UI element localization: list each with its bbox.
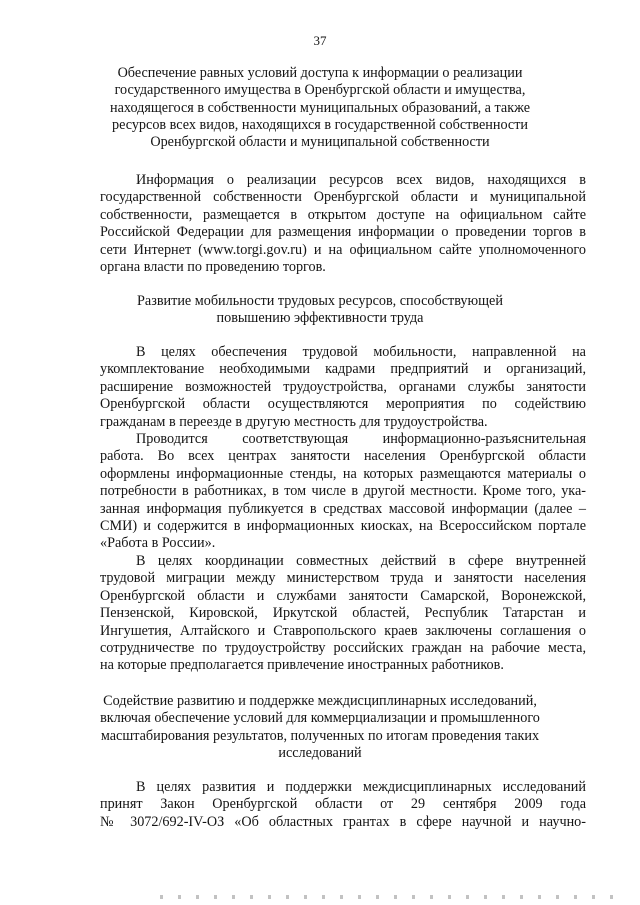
paragraph-line: Пензенской, Кировской, Иркутской областей, Республик Татарстан и	[100, 605, 586, 622]
heading-line: находящегося в собственности муниципальных образований, а также	[110, 99, 530, 116]
heading-line: масштабирования результатов, полученных по итогам проведения таких	[100, 727, 540, 744]
paragraph-line: СМИ) и содержится в информационных киосках, на Всероссийском портале	[100, 518, 586, 535]
paragraph-line: потребности в работниках, в том числе в другой местности. Кроме того, ука-	[100, 483, 586, 500]
paragraph-line: работа. Во всех центрах занятости населения Оренбургской области	[100, 448, 586, 465]
paragraph-line: «Работа в России».	[100, 535, 216, 552]
heading-line: исследований	[278, 744, 362, 761]
paragraph-line: Ингушетия, Алтайского и Ставропольского краев заключены соглашения о	[100, 622, 586, 639]
heading-line: Обеспечение равных условий доступа к информации о реализации	[117, 65, 523, 81]
paragraph-line: Российской Федерации для размещения информации о проведении торгов в	[100, 224, 586, 241]
heading-line: Развитие мобильности трудовых ресурсов, способствующей	[137, 293, 503, 309]
scan-artifact-strip	[160, 895, 620, 899]
paragraph-line: № 3072/692-IV-ОЗ «Об областных грантах в сфере научной и научно-	[100, 813, 586, 830]
paragraph-line: оформлены информационные стенды, на которых размещаются материалы о	[100, 465, 586, 482]
paragraph-labor-mobility-2	[100, 431, 586, 553]
paragraph-line: гражданам в переезде в другую местность для трудоустройства.	[100, 413, 488, 430]
paragraph-labor-mobility-3	[100, 553, 586, 675]
heading-line: ресурсов всех видов, находящихся в государственной собственности	[111, 116, 528, 133]
section-heading-property-information	[0, 65, 640, 151]
paragraph-line: государственной собственности Оренбургской области и муниципальной	[100, 189, 586, 206]
paragraph-line: принят Закон Оренбургской области от 29 сентября 2009 года	[100, 796, 586, 813]
paragraph-line: сети Интернет (www.torgi.gov.ru) и на официальном сайте уполномоченного	[100, 241, 586, 258]
paragraph-line: органа власти по проведению торгов.	[100, 259, 326, 276]
heading-line: Содействие развитию и поддержке междисциплинарных исследований,	[103, 693, 537, 709]
paragraph-line: собственности, размещается в открытом доступе на официальном сайте	[100, 206, 586, 223]
heading-line: Оренбургской области и муниципальной собственности	[150, 134, 490, 151]
paragraph-line: Проводится соответствующая информационно-разъяснительная	[136, 431, 586, 447]
paragraph-line: трудовой миграции между министерством труда и занятости населения	[100, 570, 586, 587]
paragraph-line: Оренбургской области осуществляются мероприятия по содействию	[100, 396, 586, 413]
paragraph-line: Информация о реализации ресурсов всех видов, находящихся в	[136, 172, 586, 188]
section-heading-labor-mobility	[0, 293, 640, 328]
paragraph-line: Оренбургской области и службами занятости Самарской, Воронежской,	[100, 587, 586, 604]
paragraph-property-information	[100, 172, 586, 276]
heading-line: включая обеспечение условий для коммерциализации и промышленного	[100, 710, 540, 727]
paragraph-line: В целях координации совместных действий в сфере внутренней	[136, 553, 586, 569]
paragraph-line: на которые предполагается привлечение иностранных работников.	[100, 657, 504, 674]
paragraph-line: расширение возможностей трудоустройства, органами службы занятости	[100, 378, 586, 395]
paragraph-line: сотрудничестве по трудоустройству российских граждан на рабочие места,	[100, 640, 586, 657]
paragraph-line: укомплектование необходимыми кадрами предприятий и организаций,	[100, 361, 586, 378]
heading-line: государственного имущества в Оренбургской области и имущества,	[114, 82, 526, 99]
paragraph-line: занная информация публикуется в средствах массовой информации (далее –	[100, 500, 586, 517]
paragraph-labor-mobility-1	[100, 344, 586, 431]
paragraph-line: В целях обеспечения трудовой мобильности, направленной на	[136, 344, 586, 360]
heading-line: повышению эффективности труда	[216, 310, 424, 327]
page-number: 37	[313, 33, 327, 48]
section-heading-interdisciplinary-research	[0, 693, 640, 762]
paragraph-line: В целях развития и поддержки междисциплинарных исследований	[136, 779, 586, 795]
paragraph-interdisciplinary-research	[100, 779, 586, 831]
